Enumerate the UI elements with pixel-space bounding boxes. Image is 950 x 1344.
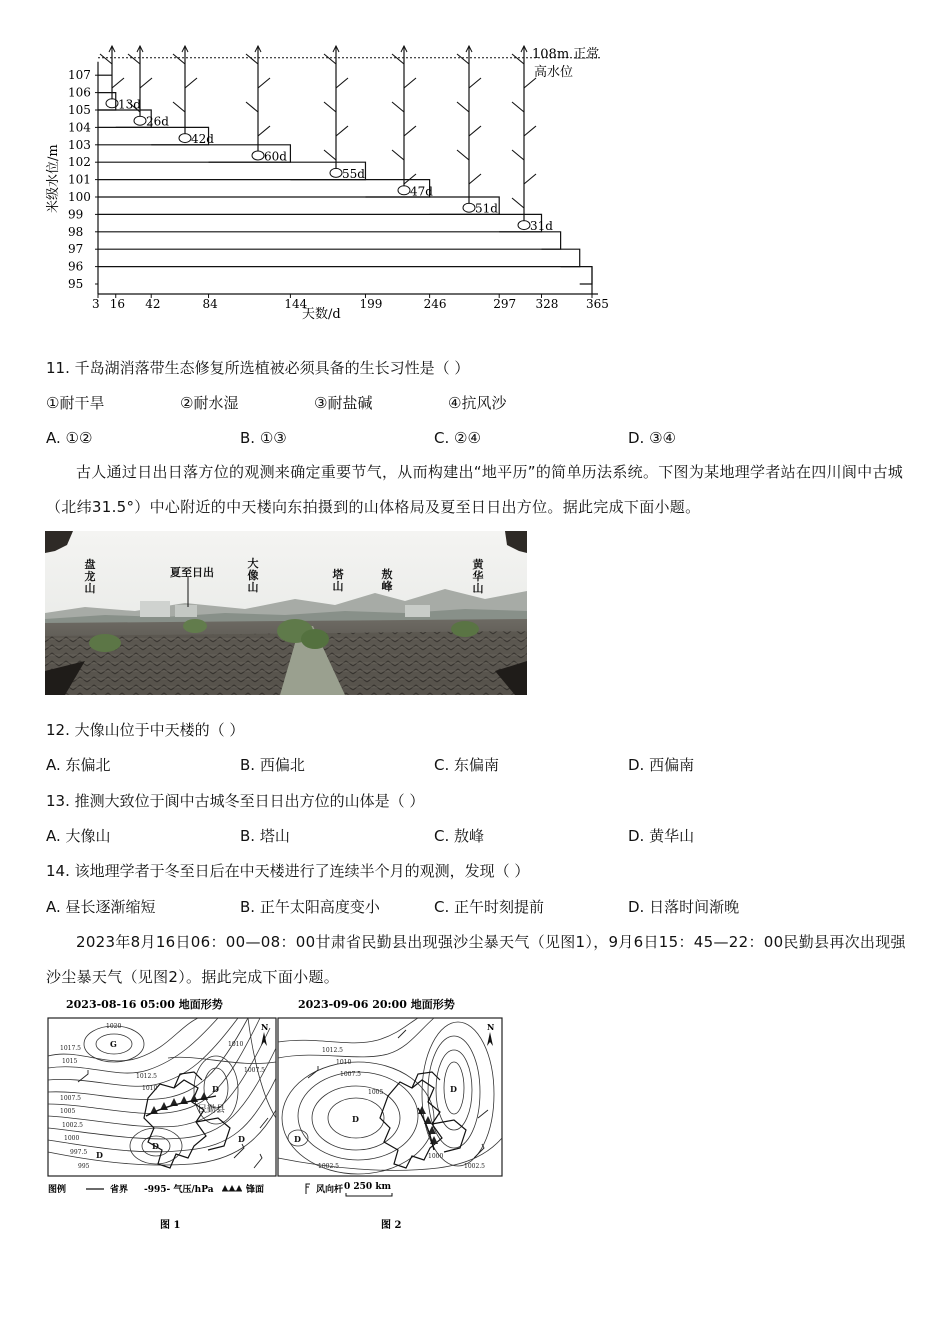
plant-branch: [469, 78, 481, 88]
plant-branch: [512, 150, 524, 160]
water-step: [98, 249, 580, 266]
svg-text:N: N: [487, 1022, 495, 1032]
x-tick-label: 42: [145, 297, 161, 311]
q11-item-2: ②耐水湿: [180, 394, 239, 412]
x-tick-label: 328: [535, 297, 559, 311]
legend-scale-bar: [346, 1193, 392, 1196]
y-tick-label: 107: [68, 68, 91, 83]
y-tick-label: 100: [68, 190, 91, 204]
duration-label: 51d: [475, 201, 498, 216]
svg-text:1010: 1010: [228, 1041, 244, 1048]
x-tick-label: 199: [359, 297, 383, 311]
svg-text:D: D: [294, 1134, 301, 1144]
duration-label: 31d: [530, 219, 553, 234]
map1-place-label: 民勤县: [198, 1105, 226, 1115]
map1-title: 2023-08-16 05:00 地面形势: [66, 998, 223, 1011]
label-daxiang-mountain: 大 像 山: [247, 557, 259, 594]
svg-text:1002.5: 1002.5: [62, 1122, 83, 1129]
svg-text:1010: 1010: [336, 1059, 352, 1066]
y-tick-label: 99: [68, 207, 84, 222]
svg-text:G: G: [110, 1039, 117, 1049]
q14-option-b[interactable]: B. 正午太阳高度变小: [240, 898, 380, 916]
water-level-chart: [40, 38, 620, 328]
plant-branch: [512, 54, 524, 64]
chart-steps: [98, 75, 592, 294]
water-step: [98, 162, 365, 179]
plant-branch: [392, 150, 404, 160]
water-step: [98, 267, 592, 284]
q11-item-3: ③耐盐碱: [314, 394, 373, 412]
q12-option-d[interactable]: D. 西偏南: [628, 756, 695, 774]
svg-text:1012.5: 1012.5: [322, 1047, 343, 1054]
svg-text:1010: 1010: [142, 1085, 158, 1092]
q13-option-b[interactable]: B. 塔山: [240, 827, 290, 845]
q11-item-1: ①耐干旱: [46, 394, 105, 412]
svg-text:锋面: 锋面: [246, 1185, 265, 1195]
q11-option-c[interactable]: C. ②④: [434, 429, 481, 447]
duration-label: 60d: [264, 149, 287, 164]
svg-text:995: 995: [78, 1163, 90, 1170]
normal-level-label-2: 高水位: [534, 65, 574, 80]
plant-branch: [404, 78, 416, 88]
x-tick-label: 246: [423, 297, 447, 311]
plant-branch: [324, 150, 336, 160]
q12-option-a[interactable]: A. 东偏北: [46, 756, 111, 774]
y-tick-label: 98: [68, 224, 84, 239]
svg-text:1005: 1005: [60, 1108, 76, 1115]
svg-text:1007.5: 1007.5: [60, 1095, 81, 1102]
label-aofeng: 敖 峰: [381, 568, 393, 593]
q11-item-4: ④抗风沙: [448, 394, 507, 412]
svg-text:1005: 1005: [368, 1089, 384, 1096]
photo-scene: [45, 531, 527, 695]
svg-text:1020: 1020: [106, 1023, 122, 1030]
plant-branch: [128, 54, 140, 64]
plant-branch: [324, 102, 336, 112]
duration-marker: [330, 168, 342, 177]
y-tick-label: 101: [68, 172, 91, 187]
q12-option-b[interactable]: B. 西偏北: [240, 756, 305, 774]
duration-marker: [134, 116, 146, 125]
duration-label: 26d: [146, 114, 169, 129]
svg-text:N: N: [261, 1022, 269, 1032]
label-ta-mountain: 塔 山: [332, 568, 344, 593]
plant-branch: [324, 54, 336, 64]
y-tick-label: 103: [68, 137, 91, 152]
water-step: [98, 180, 430, 197]
label-panlong-mountain: 盘 龙 山: [84, 558, 96, 595]
q11-stem: 11. 千岛湖消落带生态修复所选植被必须具备的生长习性是（ ）: [46, 359, 470, 377]
plant-branch: [100, 54, 112, 64]
duration-marker: [398, 186, 410, 195]
chart-trees: [100, 46, 536, 221]
plant-branch: [140, 78, 152, 88]
y-tick-label: 96: [68, 259, 84, 274]
y-tick-label: 104: [68, 120, 91, 135]
chart-labels: [68, 68, 609, 311]
svg-text:风向杆: 风向杆: [316, 1185, 344, 1195]
plant-branch: [258, 78, 270, 88]
q14-option-d[interactable]: D. 日落时间渐晚: [628, 898, 740, 916]
q14-stem: 14. 该地理学者于冬至日后在中天楼进行了连续半个月的观测，发现（ ）: [46, 862, 530, 880]
plant-branch: [173, 102, 185, 112]
plant-branch: [457, 102, 469, 112]
svg-text:D: D: [96, 1150, 103, 1160]
duration-label: 55d: [342, 166, 365, 181]
svg-text:D: D: [450, 1084, 457, 1094]
x-tick-label: 3: [92, 297, 100, 311]
q11-option-a[interactable]: A. ①②: [46, 429, 93, 447]
water-step: [98, 214, 542, 231]
svg-text:1002.5: 1002.5: [318, 1163, 339, 1170]
plant-branch: [246, 102, 258, 112]
map2-title: 2023-09-06 20:00 地面形势: [298, 998, 455, 1011]
q14-option-a[interactable]: A. 昼长逐渐缩短: [46, 898, 156, 916]
normal-level-label-1: 108m 正常: [532, 47, 600, 62]
plant-branch: [457, 54, 469, 64]
water-step: [98, 197, 499, 214]
q13-option-d[interactable]: D. 黄华山: [628, 827, 695, 845]
svg-text:D: D: [238, 1134, 245, 1144]
y-axis-title: 米级水位/m: [46, 144, 61, 213]
y-tick-label: 95: [68, 277, 84, 291]
svg-text:0 250 km: 0 250 km: [344, 1182, 392, 1192]
water-step: [98, 232, 561, 249]
x-axis-title: 天数/d: [302, 307, 341, 322]
plant-branch: [246, 54, 258, 64]
map1: [48, 1018, 276, 1176]
duration-marker: [518, 221, 530, 230]
plant-branch: [336, 126, 348, 136]
y-tick-label: 105: [68, 103, 91, 117]
map-legend: [48, 1182, 392, 1196]
svg-text:1015: 1015: [62, 1058, 78, 1065]
y-tick-label: 106: [68, 85, 91, 100]
plant-branch: [173, 54, 185, 64]
weather-maps: [44, 996, 506, 1236]
svg-text:1007.5: 1007.5: [340, 1071, 361, 1078]
x-tick-label: 16: [109, 297, 126, 311]
svg-text:1000: 1000: [428, 1153, 444, 1160]
svg-text:D: D: [352, 1114, 359, 1124]
svg-text:1017.5: 1017.5: [60, 1045, 81, 1052]
passage-sandstorm: 2023年8月16日06：00—08：00甘肃省民勤县出现强沙尘暴天气（见图1），9月6日15：45—22：00民勤县再次出现强沙尘暴天气（见图2）。据此完成下面小题。: [46, 933, 906, 986]
langzhong-photo: [45, 531, 527, 695]
q13-option-a[interactable]: A. 大像山: [46, 827, 111, 845]
x-tick-label: 84: [202, 297, 218, 311]
svg-text:D: D: [152, 1141, 159, 1151]
plant-branch: [524, 174, 536, 184]
svg-text:1000: 1000: [64, 1135, 80, 1142]
plant-branch: [512, 198, 524, 208]
plant-branch: [524, 126, 536, 136]
duration-label: 47d: [410, 184, 433, 199]
plant-branch: [392, 102, 404, 112]
duration-label: 13d: [118, 97, 141, 112]
plant-branch: [457, 150, 469, 160]
svg-text:997.5: 997.5: [70, 1149, 88, 1156]
duration-marker: [463, 203, 475, 212]
plant-branch: [512, 102, 524, 112]
plant-branch: [258, 126, 270, 136]
y-tick-label: 102: [68, 155, 91, 170]
duration-label: 42d: [191, 132, 214, 147]
duration-marker: [252, 151, 264, 160]
plant-branch: [469, 174, 481, 184]
plant-branch: [112, 78, 124, 88]
q12-option-c[interactable]: C. 东偏南: [434, 756, 500, 774]
plant-branch: [469, 126, 481, 136]
fig1-caption: 图 1: [160, 1220, 181, 1231]
svg-text:-995- 气压/hPa: -995- 气压/hPa: [144, 1185, 214, 1195]
passage-sunrise: 古人通过日出日落方位的观测来确定重要节气，从而构建出“地平历”的简单历法系统。下图为某地理学者站在四川阆中古城（北纬31.5°）中心附近的中天楼向东拍摄到的山体格局及夏至日日出方位。据此完成下面小题。: [46, 463, 904, 516]
q11-option-d[interactable]: D. ③④: [628, 429, 676, 447]
svg-text:省界: 省界: [110, 1185, 129, 1195]
fig2-caption: 图 2: [381, 1220, 402, 1231]
x-tick-label: 144: [284, 297, 308, 311]
svg-text:1007.5: 1007.5: [244, 1067, 265, 1074]
q11-option-b[interactable]: B. ①③: [240, 429, 287, 447]
duration-marker: [179, 134, 191, 143]
q12-stem: 12. 大像山位于中天楼的（ ）: [46, 721, 245, 739]
label-huanghua-mountain: 黄 华 山: [472, 558, 484, 595]
label-summer-sunrise: 夏至日出: [170, 566, 214, 579]
plant-branch: [185, 78, 197, 88]
x-tick-label: 297: [493, 297, 517, 311]
q13-option-c[interactable]: C. 敖峰: [434, 827, 485, 845]
svg-text:1002.5: 1002.5: [464, 1163, 485, 1170]
svg-text:图例: 图例: [48, 1185, 67, 1195]
y-tick-label: 97: [68, 242, 84, 257]
svg-text:1012.5: 1012.5: [136, 1073, 157, 1080]
plant-branch: [392, 54, 404, 64]
legend-wind-icon: [306, 1184, 310, 1194]
plant-branch: [336, 78, 348, 88]
x-tick-label: 365: [586, 297, 609, 311]
legend-front-icon: [222, 1185, 242, 1191]
q14-option-c[interactable]: C. 正午时刻提前: [434, 898, 545, 916]
q13-stem: 13. 推测大致位于阆中古城冬至日日出方位的山体是（ ）: [46, 792, 425, 810]
map2: [278, 1018, 502, 1176]
svg-text:D: D: [212, 1084, 219, 1094]
plant-branch: [404, 126, 416, 136]
